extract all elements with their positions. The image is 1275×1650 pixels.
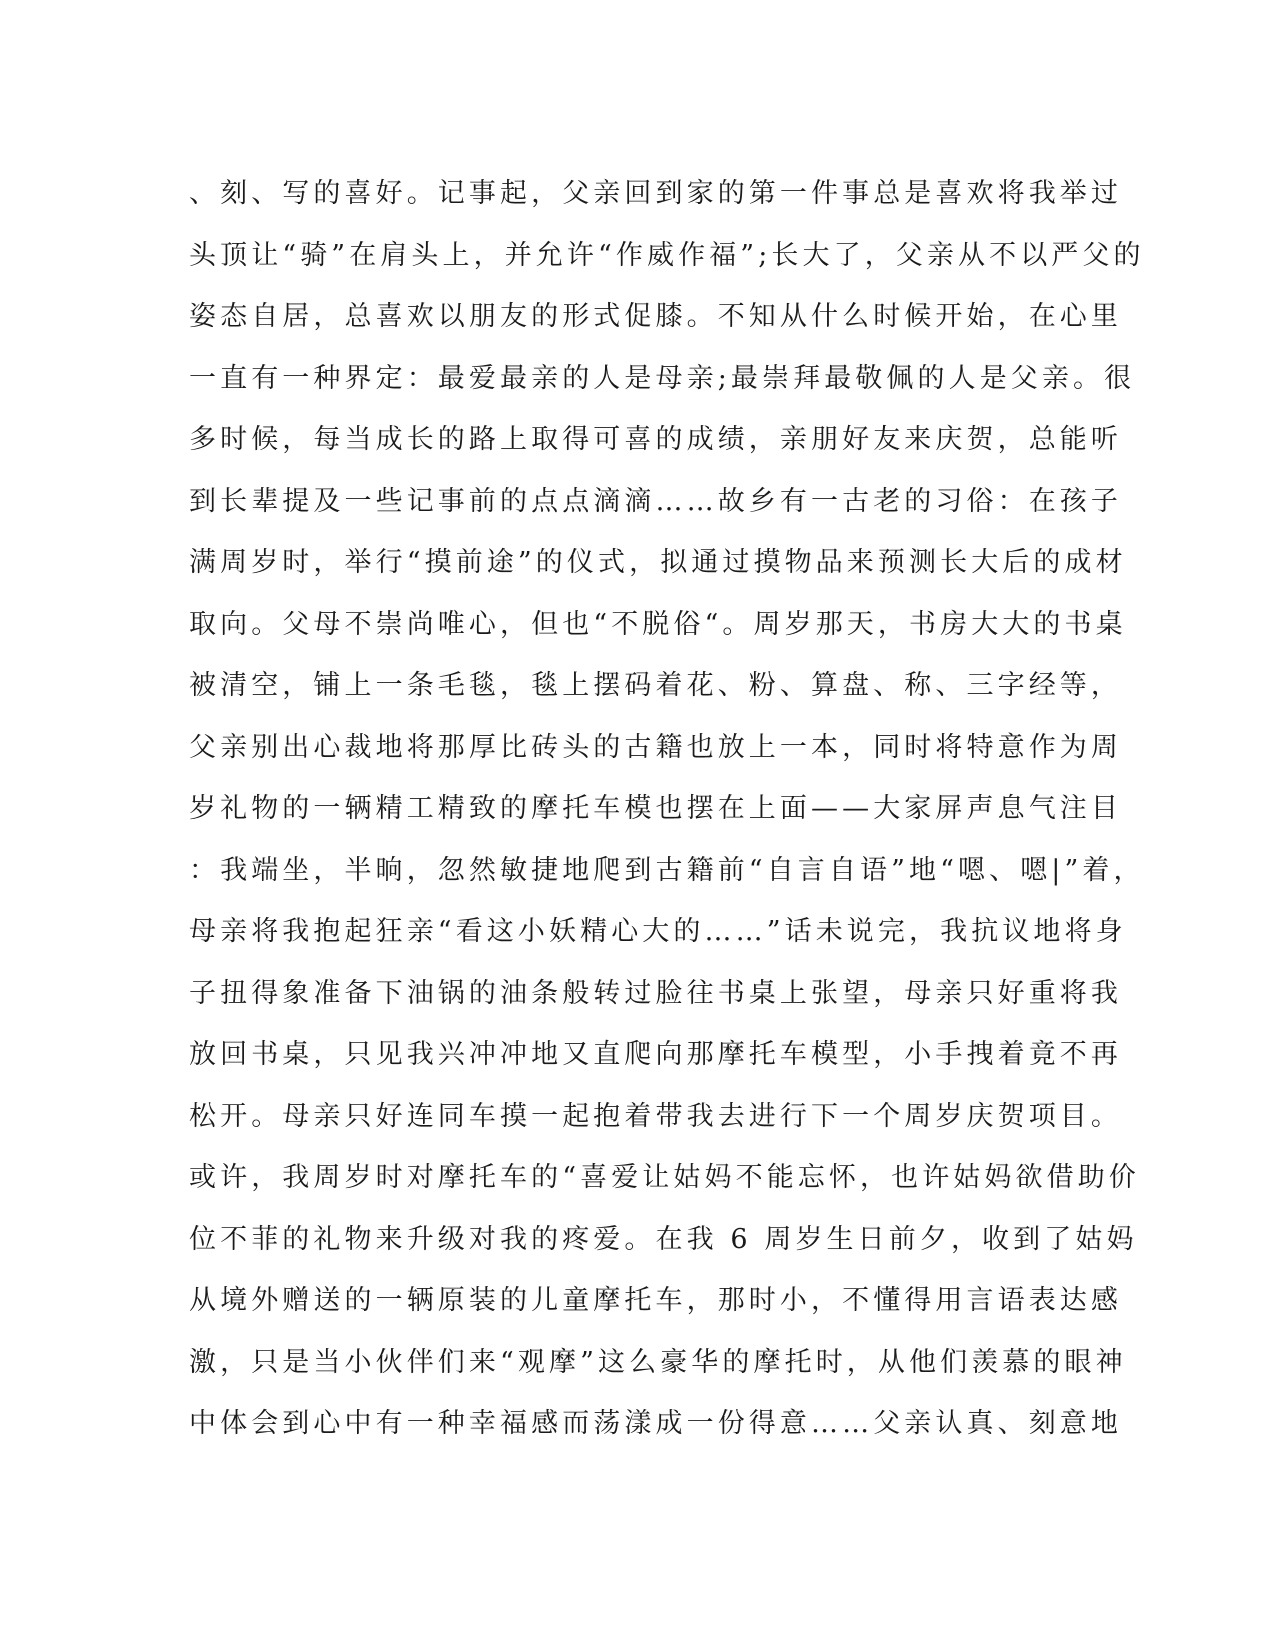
- text-line: 从境外赠送的一辆原装的儿童摩托车，那时小，不懂得用言语表达感: [189, 1285, 1122, 1316]
- text-line: 父亲别出心裁地将那厚比砖头的古籍也放上一本，同时将特意作为周: [189, 731, 1122, 763]
- text-line: 满周岁时，举行“摸前途”的仪式，拟通过摸物品来预测长大后的成材: [189, 547, 1127, 578]
- text-line: ：我端坐，半晌，忽然敏捷地爬到古籍前“自言自语”地“嗯、嗯|”着，: [189, 854, 1145, 886]
- body-text: [189, 163, 1145, 1455]
- text-line: 或许，我周岁时对摩托车的“喜爱让姑妈不能忘怀，也许姑妈欲借助价: [189, 1162, 1140, 1193]
- text-line: 一直有一种界定：最爱最亲的人是母亲;最崇拜最敬佩的人是父亲。很: [189, 362, 1136, 394]
- text-line: 放回书桌，只见我兴冲冲地又直爬向那摩托车模型，小手拽着竟不再: [189, 1039, 1122, 1070]
- text-line: 多时候，每当成长的路上取得可喜的成绩，亲朋好友来庆贺，总能听: [189, 424, 1122, 455]
- text-line: 姿态自居，总喜欢以朋友的形式促膝。不知从什么时候开始，在心里: [189, 301, 1122, 332]
- text-line: 子扭得象准备下油锅的油条般转过脸往书桌上张望，母亲只好重将我: [189, 977, 1122, 1009]
- text-line: 激，只是当小伙伴们来“观摩”这么豪华的摩托时，从他们羡慕的眼神: [189, 1346, 1127, 1378]
- text-line: 中体会到心中有一种幸福感而荡漾成一份得意……父亲认真、刻意地: [189, 1408, 1122, 1439]
- text-line: 、刻、写的喜好。记事起，父亲回到家的第一件事总是喜欢将我举过: [189, 178, 1122, 209]
- text-line: 被清空，铺上一条毛毯，毯上摆码着花、粉、算盘、称、三字经等，: [189, 670, 1122, 701]
- text-line: 到长辈提及一些记事前的点点滴滴……故乡有一古老的习俗：在孩子: [189, 485, 1122, 517]
- text-line: 位不菲的礼物来升级对我的疼爱。在我 6 周岁生日前夕，收到了姑妈: [189, 1223, 1138, 1255]
- text-line: 岁礼物的一辆精工精致的摩托车模也摆在上面——大家屏声息气注目: [189, 793, 1122, 824]
- text-line: 松开。母亲只好连同车摸一起抱着带我去进行下一个周岁庆贺项目。: [189, 1100, 1122, 1132]
- text-line: 取向。父母不崇尚唯心，但也“不脱俗“。周岁那天，书房大大的书桌: [189, 608, 1127, 640]
- text-line: 母亲将我抱起狂亲“看这小妖精心大的……”话未说完，我抗议地将身: [189, 916, 1127, 947]
- text-line: 头顶让“骑”在肩头上，并允许“作威作福”;长大了，父亲从不以严父的: [189, 239, 1145, 271]
